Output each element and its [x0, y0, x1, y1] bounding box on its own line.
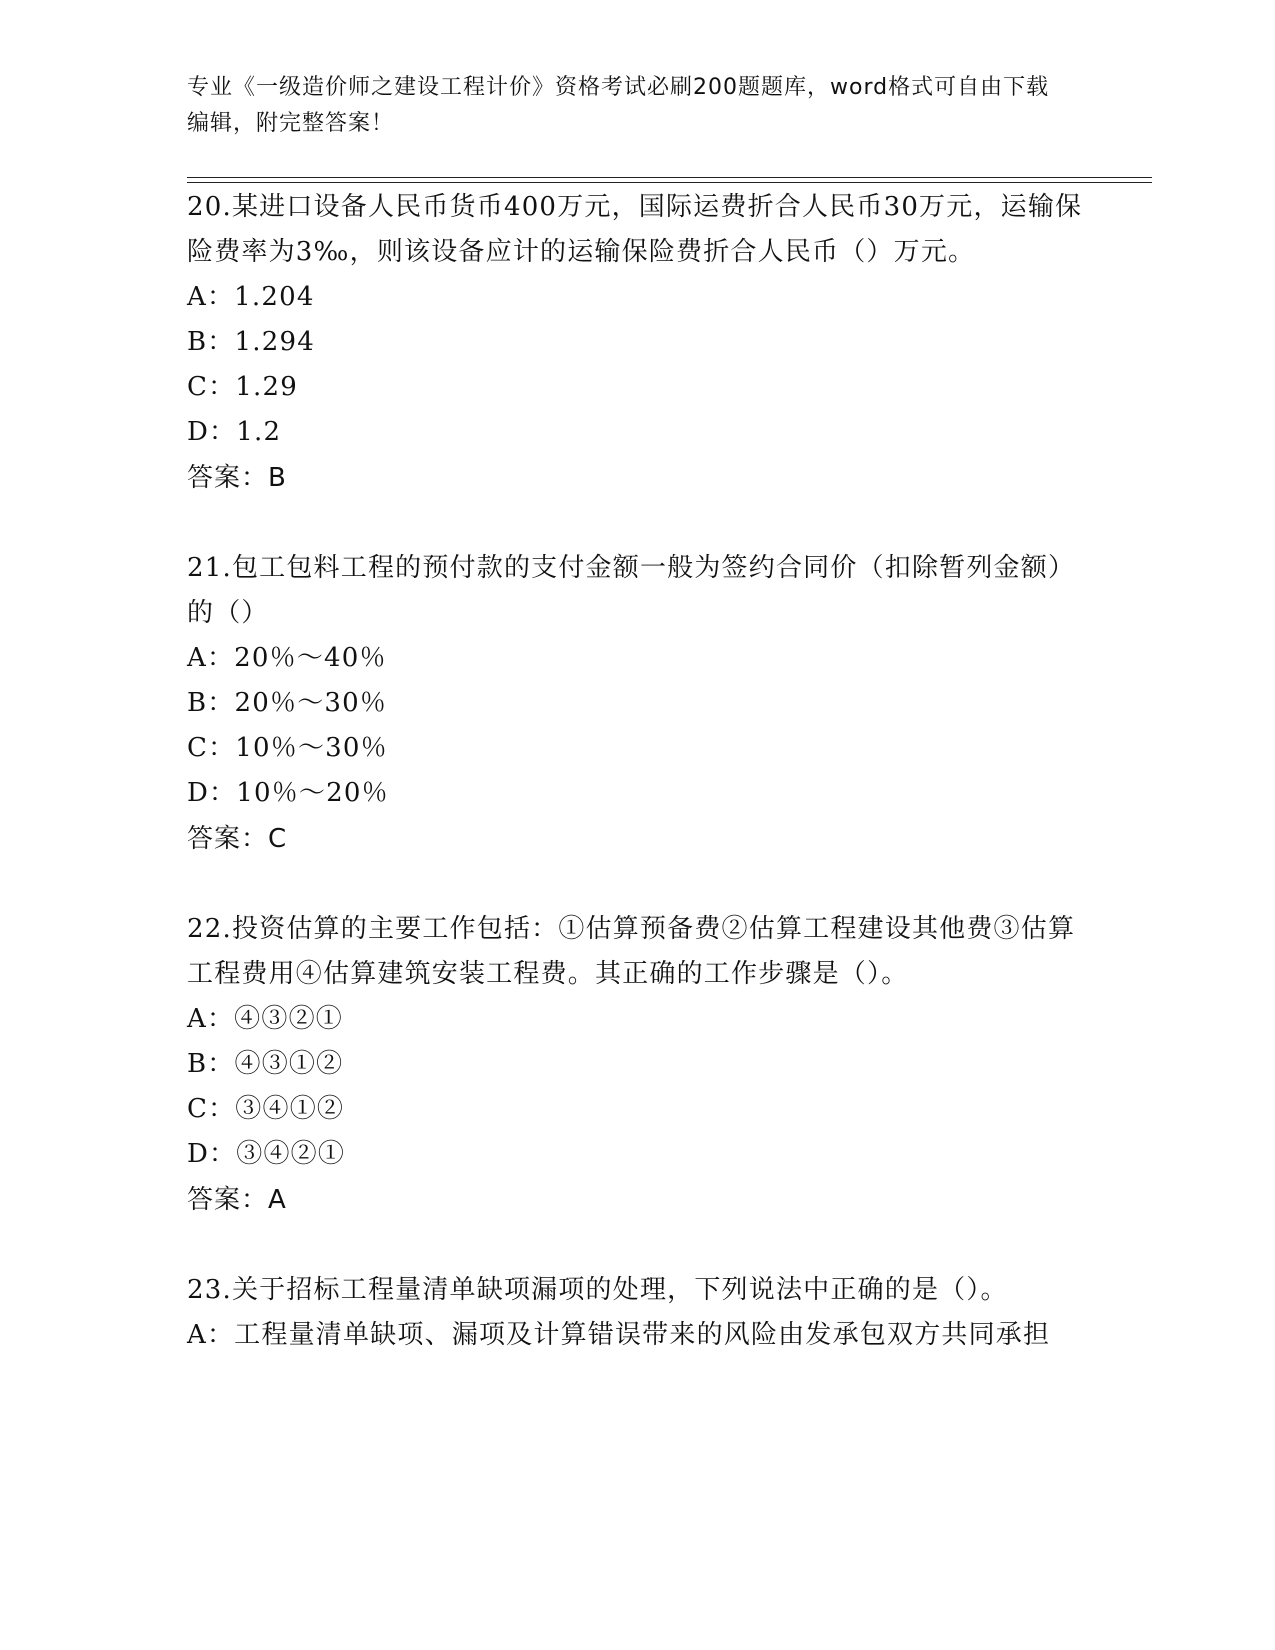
question-stem: 20.某进口设备人民币货币400万元，国际运费折合人民币30万元，运输保险费率为3‰，则该设备应计的运输保险费折合人民币（）万元。	[187, 192, 1083, 267]
option-a: A：20％～40％	[187, 643, 387, 673]
option-b: B：1.294	[187, 327, 315, 357]
document-header: 专业《一级造价师之建设工程计价》资格考试必刷200题题库，word格式可自由下载编辑，附完整答案！	[187, 75, 1050, 136]
option-d: D：1.2	[187, 417, 282, 447]
option-a: A：工程量清单缺项、漏项及计算错误带来的风险由发承包双方共同承担	[187, 1320, 1051, 1350]
answer-line: 答案：B	[187, 463, 287, 493]
question-21	[187, 546, 1087, 862]
question-list	[187, 185, 1087, 1358]
option-d: D：10％～20％	[187, 778, 389, 808]
question-23	[187, 1268, 1087, 1358]
answer-line: 答案：A	[187, 1185, 287, 1215]
question-20	[187, 185, 1087, 501]
question-stem: 21.包工包料工程的预付款的支付金额一般为签约合同价（扣除暂列金额）的（）	[187, 553, 1076, 628]
header-divider-top	[187, 177, 1152, 178]
answer-line: 答案：C	[187, 824, 288, 854]
question-spacer	[187, 501, 1087, 546]
option-b: B：④③①②	[187, 1049, 344, 1079]
option-d: D：③④②①	[187, 1139, 346, 1169]
option-a: A：1.204	[187, 282, 315, 312]
option-c: C：③④①②	[187, 1094, 345, 1124]
option-b: B：20％～30％	[187, 688, 388, 718]
question-spacer	[187, 862, 1087, 907]
question-22	[187, 907, 1087, 1223]
option-c: C：1.29	[187, 372, 298, 402]
option-c: C：10％～30％	[187, 733, 388, 763]
question-stem: 23.关于招标工程量清单缺项漏项的处理，下列说法中正确的是（）。	[187, 1275, 1008, 1305]
header-divider-bottom	[187, 182, 1152, 183]
option-a: A：④③②①	[187, 1004, 343, 1034]
question-spacer	[187, 1223, 1087, 1268]
question-stem: 22.投资估算的主要工作包括：①估算预备费②估算工程建设其他费③估算工程费用④估算建筑安装工程费。其正确的工作步骤是（）。	[187, 914, 1076, 989]
